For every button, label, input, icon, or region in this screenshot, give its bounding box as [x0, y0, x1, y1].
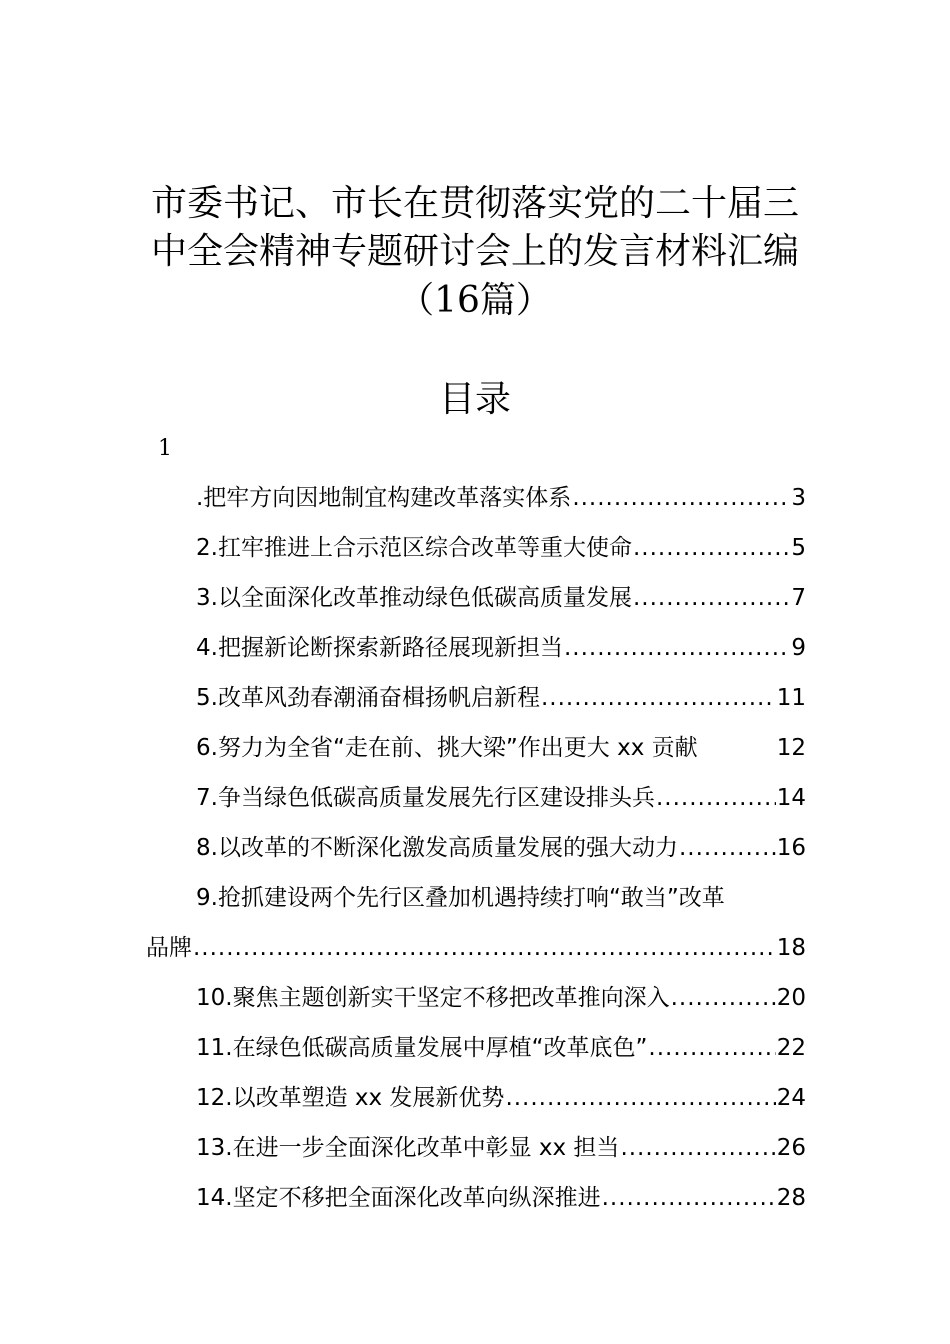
toc-entry-page: 16	[776, 835, 806, 861]
toc-entry-title-continued: 品牌	[146, 935, 192, 961]
toc-entry-11[interactable]	[196, 1028, 806, 1068]
toc-leader-dots	[193, 928, 776, 968]
toc-entry-8[interactable]	[196, 828, 806, 868]
toc-entry-page: 18	[776, 935, 806, 961]
toc-entry-page: 5	[791, 535, 806, 561]
toc-entry-page: 9	[791, 635, 806, 661]
toc-leader-dots	[564, 628, 790, 668]
stray-number: 1	[158, 436, 172, 461]
toc-entry-page: 28	[776, 1185, 806, 1211]
toc-entry-page: 11	[776, 685, 806, 711]
toc-entry-title: 3.以全面深化改革推动绿色低碳高质量发展	[196, 585, 632, 611]
toc-entry-9-continued[interactable]	[146, 928, 806, 968]
toc-leader-dots	[541, 678, 776, 718]
toc-leader-dots	[572, 478, 790, 518]
toc-leader-dots	[620, 1128, 775, 1168]
toc-heading: 目录	[438, 379, 511, 420]
toc-entry-title: 2.扛牢推进上合示范区综合改革等重大使命	[196, 535, 632, 561]
toc-entry-3[interactable]	[196, 578, 806, 618]
toc-entry-page: 14	[776, 785, 806, 811]
toc-entry-5[interactable]	[196, 678, 806, 718]
toc-entry-title: 8.以改革的不断深化激发高质量发展的强大动力	[196, 835, 678, 861]
toc-entry-title: 11.在绿色低碳高质量发展中厚植“改革底色”	[196, 1035, 648, 1061]
toc-entry-title: 4.把握新论断探索新路径展现新担当	[196, 635, 563, 661]
toc-entry-title: 6.努力为全省“走在前、挑大梁”作出更大 xx 贡献	[196, 735, 698, 761]
toc-entry-title: 14.坚定不移把全面深化改革向纵深推进	[196, 1185, 601, 1211]
toc-entry-title: 13.在进一步全面深化改革中彰显 xx 担当	[196, 1135, 620, 1161]
toc-entry-page: 26	[776, 1135, 806, 1161]
toc-entry-14[interactable]	[196, 1178, 806, 1218]
toc-entry-4[interactable]	[196, 628, 806, 668]
toc-leader-dots	[656, 778, 776, 818]
page-title-count: （16篇）	[398, 280, 552, 321]
toc-leader-dots	[671, 978, 776, 1018]
toc-leader-dots	[679, 828, 776, 868]
toc-entry-6[interactable]	[196, 728, 806, 768]
toc-entry-title: .把牢方向因地制宜构建改革落实体系	[196, 485, 572, 511]
toc-entry-10[interactable]	[196, 978, 806, 1018]
toc-entry-page: 12	[776, 735, 806, 761]
toc-entry-7[interactable]	[196, 778, 806, 818]
page-title-line-2: 中全会精神专题研讨会上的发言材料汇编	[150, 231, 799, 272]
toc-entry-page: 3	[791, 485, 806, 511]
toc-entry-2[interactable]	[196, 528, 806, 568]
toc-entry-title: 5.改革风劲春潮涌奋楫扬帆启新程	[196, 685, 540, 711]
toc-entry-title: 12.以改革塑造 xx 发展新优势	[196, 1085, 505, 1111]
toc-entry-page: 22	[776, 1035, 806, 1061]
toc-entry-page: 20	[776, 985, 806, 1011]
toc-entry-1[interactable]	[196, 478, 806, 518]
toc-leader-dots	[505, 1078, 775, 1118]
toc-entry-title: 10.聚焦主题创新实干坚定不移把改革推向深入	[196, 985, 670, 1011]
toc-entry-title: 9.抢抓建设两个先行区叠加机遇持续打响“敢当”改革	[196, 885, 725, 911]
toc-leader-dots	[648, 1028, 775, 1068]
toc-entry-title: 7.争当绿色低碳高质量发展先行区建设排头兵	[196, 785, 655, 811]
toc-leader-dots	[602, 1178, 776, 1218]
toc-entry-9[interactable]	[196, 878, 806, 918]
page-title-line-1: 市委书记、市长在贯彻落实党的二十届三	[150, 183, 799, 224]
toc-entry-page: 24	[776, 1085, 806, 1111]
toc-entry-13[interactable]	[196, 1128, 806, 1168]
toc-leader-dots	[633, 528, 790, 568]
toc-entry-12[interactable]	[196, 1078, 806, 1118]
toc-entry-page: 7	[791, 585, 806, 611]
toc-leader-dots	[633, 578, 790, 618]
